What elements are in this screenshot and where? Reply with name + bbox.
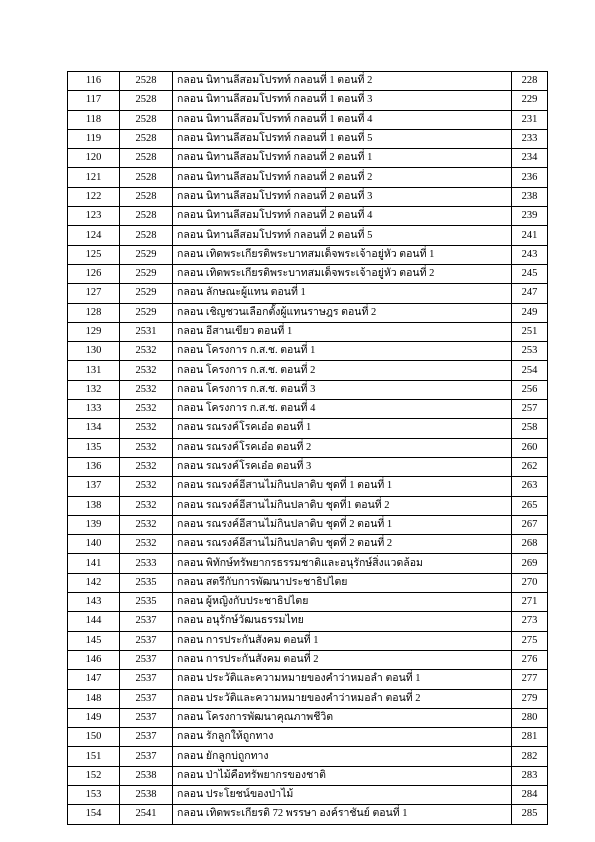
entry-number: 144 — [68, 612, 120, 631]
entry-year: 2532 — [120, 496, 173, 515]
entry-year: 2537 — [120, 650, 173, 669]
entry-title: กลอน นิทานลีสอมโปรทท์ กลอนที่ 1 ตอนที่ 4 — [173, 110, 512, 129]
entry-page: 279 — [512, 689, 548, 708]
entry-page: 233 — [512, 129, 548, 148]
entry-page: 236 — [512, 168, 548, 187]
entry-year: 2532 — [120, 400, 173, 419]
table-row — [68, 245, 548, 264]
entry-number: 146 — [68, 650, 120, 669]
entry-year: 2528 — [120, 187, 173, 206]
entry-title: กลอน โครงการพัฒนาคุณภาพชีวิต — [173, 708, 512, 727]
table-row — [68, 805, 548, 824]
table-body — [68, 72, 548, 825]
table-row — [68, 322, 548, 341]
entry-title: กลอน โครงการ ก.ส.ช. ตอนที่ 4 — [173, 400, 512, 419]
entry-year: 2532 — [120, 438, 173, 457]
entry-title: กลอน ประวัติและความหมายของคำว่าหมอลำ ตอนที่ 2 — [173, 689, 512, 708]
entry-page: 234 — [512, 149, 548, 168]
table-row — [68, 535, 548, 554]
table-row — [68, 129, 548, 148]
entry-page: 280 — [512, 708, 548, 727]
entry-year: 2532 — [120, 477, 173, 496]
table-row — [68, 612, 548, 631]
table-row — [68, 303, 548, 322]
entry-year: 2537 — [120, 728, 173, 747]
entry-title: กลอน การประกันสังคม ตอนที่ 2 — [173, 650, 512, 669]
entry-title: กลอน ประโยชน์ของป่าไม้ — [173, 785, 512, 804]
entry-title: กลอน รักลูกให้ถูกทาง — [173, 728, 512, 747]
table-row — [68, 168, 548, 187]
entry-page: 269 — [512, 554, 548, 573]
table-row — [68, 650, 548, 669]
table-row — [68, 361, 548, 380]
entry-title: กลอน นิทานลีสอมโปรทท์ กลอนที่ 2 ตอนที่ 2 — [173, 168, 512, 187]
entry-title: กลอน พิทักษ์ทรัพยากรธรรมชาติและอนุรักษ์สิ่งแวดล้อม — [173, 554, 512, 573]
entry-page: 275 — [512, 631, 548, 650]
table-row — [68, 670, 548, 689]
entry-title: กลอน การประกันสังคม ตอนที่ 1 — [173, 631, 512, 650]
table-row — [68, 496, 548, 515]
entry-title: กลอน นิทานลีสอมโปรทท์ กลอนที่ 1 ตอนที่ 3 — [173, 91, 512, 110]
table-row — [68, 284, 548, 303]
entry-number: 116 — [68, 72, 120, 91]
entry-year: 2538 — [120, 785, 173, 804]
table-row — [68, 573, 548, 592]
table-row — [68, 477, 548, 496]
entry-title: กลอน นิทานลีสอมโปรทท์ กลอนที่ 1 ตอนที่ 5 — [173, 129, 512, 148]
entry-page: 281 — [512, 728, 548, 747]
entry-year: 2529 — [120, 284, 173, 303]
entry-year: 2529 — [120, 264, 173, 283]
entry-year: 2532 — [120, 361, 173, 380]
entry-year: 2528 — [120, 226, 173, 245]
entry-page: 257 — [512, 400, 548, 419]
entry-title: กลอน โครงการ ก.ส.ช. ตอนที่ 2 — [173, 361, 512, 380]
entry-number: 131 — [68, 361, 120, 380]
entry-page: 276 — [512, 650, 548, 669]
table-row — [68, 554, 548, 573]
entry-number: 118 — [68, 110, 120, 129]
entry-page: 245 — [512, 264, 548, 283]
table-row — [68, 728, 548, 747]
entry-number: 132 — [68, 380, 120, 399]
entry-number: 121 — [68, 168, 120, 187]
entry-title: กลอน นิทานลีสอมโปรทท์ กลอนที่ 2 ตอนที่ 4 — [173, 207, 512, 226]
entry-title: กลอน นิทานลีสอมโปรทท์ กลอนที่ 2 ตอนที่ 3 — [173, 187, 512, 206]
entry-page: 238 — [512, 187, 548, 206]
entry-year: 2528 — [120, 91, 173, 110]
entry-title: กลอน เชิญชวนเลือกตั้งผู้แทนราษฎร ตอนที่ 2 — [173, 303, 512, 322]
entry-number: 120 — [68, 149, 120, 168]
entry-year: 2535 — [120, 573, 173, 592]
entry-number: 152 — [68, 766, 120, 785]
entry-page: 253 — [512, 342, 548, 361]
entry-number: 141 — [68, 554, 120, 573]
entry-number: 134 — [68, 419, 120, 438]
table-row — [68, 766, 548, 785]
entry-title: กลอน สตรีกับการพัฒนาประชาธิปไตย — [173, 573, 512, 592]
entry-number: 117 — [68, 91, 120, 110]
entry-year: 2528 — [120, 149, 173, 168]
entry-number: 123 — [68, 207, 120, 226]
entry-title: กลอน รณรงค์อีสานไม่กินปลาดิบ ชุดที่ 2 ตอนที่ 2 — [173, 535, 512, 554]
entry-title: กลอน นิทานลีสอมโปรทท์ กลอนที่ 2 ตอนที่ 1 — [173, 149, 512, 168]
entry-title: กลอน เทิดพระเกียรติพระบาทสมเด็จพระเจ้าอยู่หัว ตอนที่ 2 — [173, 264, 512, 283]
table-row — [68, 515, 548, 534]
entry-page: 229 — [512, 91, 548, 110]
entry-page: 231 — [512, 110, 548, 129]
entry-title: กลอน นิทานลีสอมโปรทท์ กลอนที่ 2 ตอนที่ 5 — [173, 226, 512, 245]
entry-page: 270 — [512, 573, 548, 592]
table-row — [68, 342, 548, 361]
table-row — [68, 380, 548, 399]
entry-year: 2538 — [120, 766, 173, 785]
entry-year: 2528 — [120, 207, 173, 226]
table-row — [68, 708, 548, 727]
entry-page: 228 — [512, 72, 548, 91]
entry-page: 265 — [512, 496, 548, 515]
entry-year: 2529 — [120, 303, 173, 322]
entry-number: 149 — [68, 708, 120, 727]
entry-page: 283 — [512, 766, 548, 785]
entry-number: 119 — [68, 129, 120, 148]
entry-number: 122 — [68, 187, 120, 206]
entry-title: กลอน รณรงค์อีสานไม่กินปลาดิบ ชุดที่1 ตอนที่ 2 — [173, 496, 512, 515]
table-row — [68, 91, 548, 110]
entry-year: 2537 — [120, 612, 173, 631]
entry-title: กลอน ป่าไม้คือทรัพยากรของชาติ — [173, 766, 512, 785]
table-row — [68, 457, 548, 476]
entry-page: 247 — [512, 284, 548, 303]
entry-page: 268 — [512, 535, 548, 554]
entry-page: 239 — [512, 207, 548, 226]
entry-number: 137 — [68, 477, 120, 496]
entry-year: 2537 — [120, 670, 173, 689]
entry-number: 151 — [68, 747, 120, 766]
entry-number: 143 — [68, 593, 120, 612]
index-table — [67, 71, 548, 825]
entry-page: 256 — [512, 380, 548, 399]
entry-page: 241 — [512, 226, 548, 245]
table-row — [68, 226, 548, 245]
entry-year: 2531 — [120, 322, 173, 341]
entry-number: 140 — [68, 535, 120, 554]
entry-number: 133 — [68, 400, 120, 419]
table-row — [68, 264, 548, 283]
entry-year: 2528 — [120, 110, 173, 129]
table-row — [68, 400, 548, 419]
entry-number: 154 — [68, 805, 120, 824]
entry-page: 285 — [512, 805, 548, 824]
entry-title: กลอน รณรงค์โรคเอ๋อ ตอนที่ 3 — [173, 457, 512, 476]
entry-title: กลอน โครงการ ก.ส.ช. ตอนที่ 1 — [173, 342, 512, 361]
table-row — [68, 785, 548, 804]
table-row — [68, 419, 548, 438]
entry-title: กลอน ยักลูกบ่ถูกทาง — [173, 747, 512, 766]
entry-title: กลอน รณรงค์โรคเอ๋อ ตอนที่ 1 — [173, 419, 512, 438]
table-row — [68, 438, 548, 457]
entry-number: 150 — [68, 728, 120, 747]
entry-title: กลอน อนุรักษ์วัฒนธรรมไทย — [173, 612, 512, 631]
entry-page: 271 — [512, 593, 548, 612]
entry-number: 139 — [68, 515, 120, 534]
entry-page: 258 — [512, 419, 548, 438]
entry-year: 2529 — [120, 245, 173, 264]
entry-title: กลอน รณรงค์โรคเอ๋อ ตอนที่ 2 — [173, 438, 512, 457]
entry-year: 2532 — [120, 457, 173, 476]
table-row — [68, 149, 548, 168]
entry-number: 136 — [68, 457, 120, 476]
entry-number: 127 — [68, 284, 120, 303]
entry-title: กลอน รณรงค์อีสานไม่กินปลาดิบ ชุดที่ 1 ตอนที่ 1 — [173, 477, 512, 496]
entry-page: 267 — [512, 515, 548, 534]
entry-title: กลอน นิทานลีสอมโปรทท์ กลอนที่ 1 ตอนที่ 2 — [173, 72, 512, 91]
entry-number: 130 — [68, 342, 120, 361]
entry-year: 2535 — [120, 593, 173, 612]
entry-number: 128 — [68, 303, 120, 322]
entry-year: 2528 — [120, 168, 173, 187]
table-row — [68, 207, 548, 226]
entry-number: 138 — [68, 496, 120, 515]
entry-title: กลอน ผู้หญิงกับประชาธิปไตย — [173, 593, 512, 612]
entry-page: 277 — [512, 670, 548, 689]
entry-number: 126 — [68, 264, 120, 283]
entry-page: 251 — [512, 322, 548, 341]
entry-title: กลอน ลักษณะผู้แทน ตอนที่ 1 — [173, 284, 512, 303]
entry-page: 263 — [512, 477, 548, 496]
entry-number: 145 — [68, 631, 120, 650]
entry-year: 2532 — [120, 535, 173, 554]
table-row — [68, 72, 548, 91]
entry-title: กลอน เทิดพระเกียรติ 72 พรรษา องค์ราชันย์ ตอนที่ 1 — [173, 805, 512, 824]
entry-year: 2537 — [120, 708, 173, 727]
entry-year: 2541 — [120, 805, 173, 824]
entry-title: กลอน ประวัติและความหมายของคำว่าหมอลำ ตอนที่ 1 — [173, 670, 512, 689]
entry-number: 125 — [68, 245, 120, 264]
entry-year: 2533 — [120, 554, 173, 573]
entry-title: กลอน เทิดพระเกียรติพระบาทสมเด็จพระเจ้าอยู่หัว ตอนที่ 1 — [173, 245, 512, 264]
entry-number: 124 — [68, 226, 120, 245]
entry-number: 153 — [68, 785, 120, 804]
entry-year: 2532 — [120, 342, 173, 361]
entry-number: 147 — [68, 670, 120, 689]
entry-page: 273 — [512, 612, 548, 631]
entry-number: 135 — [68, 438, 120, 457]
table-row — [68, 110, 548, 129]
entry-year: 2537 — [120, 747, 173, 766]
entry-year: 2537 — [120, 689, 173, 708]
entry-year: 2532 — [120, 380, 173, 399]
entry-year: 2532 — [120, 419, 173, 438]
entry-page: 282 — [512, 747, 548, 766]
entry-year: 2528 — [120, 129, 173, 148]
entry-number: 142 — [68, 573, 120, 592]
entry-title: กลอน รณรงค์อีสานไม่กินปลาดิบ ชุดที่ 2 ตอนที่ 1 — [173, 515, 512, 534]
entry-page: 260 — [512, 438, 548, 457]
entry-year: 2537 — [120, 631, 173, 650]
table-row — [68, 631, 548, 650]
entry-page: 262 — [512, 457, 548, 476]
entry-number: 148 — [68, 689, 120, 708]
entry-year: 2528 — [120, 72, 173, 91]
entry-page: 243 — [512, 245, 548, 264]
entry-page: 254 — [512, 361, 548, 380]
table-row — [68, 689, 548, 708]
entry-page: 249 — [512, 303, 548, 322]
table-row — [68, 747, 548, 766]
entry-title: กลอน โครงการ ก.ส.ช. ตอนที่ 3 — [173, 380, 512, 399]
table-row — [68, 187, 548, 206]
entry-title: กลอน อีสานเขียว ตอนที่ 1 — [173, 322, 512, 341]
entry-page: 284 — [512, 785, 548, 804]
entry-number: 129 — [68, 322, 120, 341]
table-row — [68, 593, 548, 612]
entry-year: 2532 — [120, 515, 173, 534]
